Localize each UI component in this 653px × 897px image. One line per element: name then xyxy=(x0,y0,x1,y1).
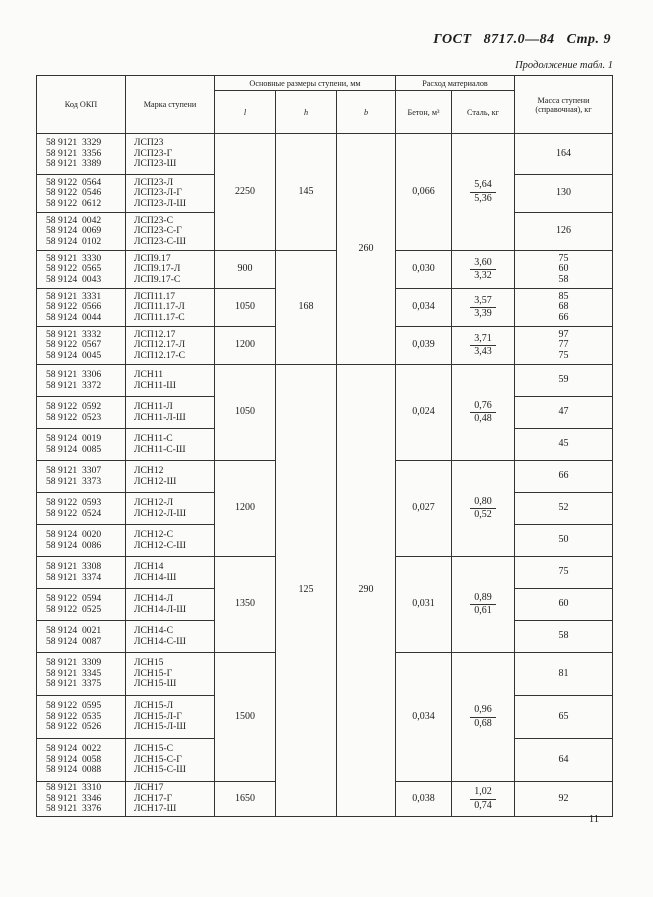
concrete-volume: 0,024 xyxy=(396,365,452,461)
height-h: 168 xyxy=(276,251,337,365)
step-marks: ЛСН17 ЛСН17-Г ЛСН17-Ш xyxy=(126,782,215,817)
col-concrete-header: Бетон, м³ xyxy=(396,91,452,134)
length-l: 1050 xyxy=(215,365,276,461)
okp-codes: 58 9124 0022 58 9124 0058 58 9124 0088 xyxy=(37,739,126,782)
step-marks: ЛСН15-С ЛСН15-С-Г ЛСН15-С-Ш xyxy=(126,739,215,782)
col-mark-header: Марка ступени xyxy=(126,76,215,134)
step-mass: 47 xyxy=(515,397,613,429)
width-b: 260 xyxy=(337,134,396,365)
steel-mass xyxy=(452,289,515,327)
okp-codes: 58 9121 3330 58 9122 0565 58 9124 0043 xyxy=(37,251,126,289)
step-mass: 92 xyxy=(515,782,613,817)
concrete-volume: 0,031 xyxy=(396,557,452,653)
step-marks: ЛСН11 ЛСН11-Ш xyxy=(126,365,215,397)
okp-codes: 58 9121 3307 58 9121 3373 xyxy=(37,461,126,493)
step-marks: ЛСН14 ЛСН14-Ш xyxy=(126,557,215,589)
step-marks: ЛСН14-Л ЛСН14-Л-Ш xyxy=(126,589,215,621)
steel-numerator: 0,96 xyxy=(470,705,496,718)
steel-numerator: 3,60 xyxy=(470,258,496,271)
step-mass: 58 xyxy=(515,621,613,653)
steel-denominator: 3,43 xyxy=(474,346,492,357)
step-marks: ЛСН15 ЛСН15-Г ЛСН15-Ш xyxy=(126,653,215,696)
step-marks: ЛСН12-С ЛСН12-С-Ш xyxy=(126,525,215,557)
concrete-volume: 0,030 xyxy=(396,251,452,289)
col-steel-header: Сталь, кг xyxy=(452,91,515,134)
page-number: 11 xyxy=(588,814,599,825)
col-l-header: l xyxy=(215,91,276,134)
steel-fraction xyxy=(470,258,496,282)
step-mass: 85 68 66 xyxy=(515,289,613,327)
steel-fraction xyxy=(470,401,496,425)
continuation-note: Продолжение табл. 1 xyxy=(515,60,613,71)
okp-codes: 58 9124 0019 58 9124 0085 xyxy=(37,429,126,461)
steel-fraction xyxy=(470,334,496,358)
step-mass: 75 60 58 xyxy=(515,251,613,289)
steel-mass xyxy=(452,134,515,251)
steel-numerator: 3,71 xyxy=(470,334,496,347)
steel-mass xyxy=(452,782,515,817)
concrete-volume: 0,039 xyxy=(396,327,452,365)
steel-denominator: 0,74 xyxy=(474,799,492,811)
length-l: 1350 xyxy=(215,557,276,653)
okp-codes: 58 9121 3329 58 9121 3356 58 9121 3389 xyxy=(37,134,126,175)
steel-mass xyxy=(452,365,515,461)
steel-mass xyxy=(452,653,515,782)
step-marks: ЛСН11-Л ЛСН11-Л-Ш xyxy=(126,397,215,429)
steel-numerator: 0,89 xyxy=(470,593,496,606)
step-mass: 164 xyxy=(515,134,613,175)
steel-numerator: 0,80 xyxy=(470,497,496,510)
okp-codes: 58 9121 3308 58 9121 3374 xyxy=(37,557,126,589)
concrete-volume: 0,034 xyxy=(396,289,452,327)
steel-fraction xyxy=(470,296,496,320)
steel-mass xyxy=(452,251,515,289)
steel-numerator: 1,02 xyxy=(470,787,496,800)
steel-denominator: 3,39 xyxy=(474,308,492,319)
concrete-volume: 0,027 xyxy=(396,461,452,557)
length-l: 1650 xyxy=(215,782,276,817)
table-row xyxy=(37,365,613,397)
step-mass: 97 77 75 xyxy=(515,327,613,365)
okp-codes: 58 9124 0020 58 9124 0086 xyxy=(37,525,126,557)
col-material-header: Расход материалов xyxy=(396,76,515,91)
steel-fraction xyxy=(470,705,496,729)
col-mass-header: Масса ступени (справочная), кг xyxy=(515,76,613,134)
steel-denominator: 0,68 xyxy=(474,717,492,729)
steel-numerator: 5,64 xyxy=(470,180,496,193)
standard-label: ГОСТ xyxy=(433,32,472,47)
okp-codes: 58 9121 3310 58 9121 3346 58 9121 3376 xyxy=(37,782,126,817)
standard-number: 8717.0—84 xyxy=(483,32,555,47)
steel-denominator: 5,36 xyxy=(474,192,492,204)
step-marks: ЛСП9.17 ЛСП9.17-Л ЛСП9.17-С xyxy=(126,251,215,289)
step-marks: ЛСН14-С ЛСН14-С-Ш xyxy=(126,621,215,653)
width-b: 290 xyxy=(337,365,396,817)
step-mass: 126 xyxy=(515,213,613,251)
okp-codes: 58 9121 3332 58 9122 0567 58 9124 0045 xyxy=(37,327,126,365)
length-l: 1050 xyxy=(215,289,276,327)
step-marks: ЛСП23 ЛСП23-Г ЛСП23-Ш xyxy=(126,134,215,175)
steel-mass xyxy=(452,327,515,365)
height-h: 145 xyxy=(276,134,337,251)
step-mass: 130 xyxy=(515,175,613,213)
step-mass: 66 xyxy=(515,461,613,493)
step-marks: ЛСН15-Л ЛСН15-Л-Г ЛСН15-Л-Ш xyxy=(126,696,215,739)
steel-fraction xyxy=(470,180,496,204)
concrete-volume: 0,038 xyxy=(396,782,452,817)
step-mass: 52 xyxy=(515,493,613,525)
concrete-volume: 0,034 xyxy=(396,653,452,782)
steel-fraction xyxy=(470,787,496,811)
step-marks: ЛСП23-С ЛСП23-С-Г ЛСП23-С-Ш xyxy=(126,213,215,251)
step-mass: 45 xyxy=(515,429,613,461)
page-label: Стр. 9 xyxy=(566,32,611,47)
step-mass: 81 xyxy=(515,653,613,696)
step-marks: ЛСП23-Л ЛСП23-Л-Г ЛСП23-Л-Ш xyxy=(126,175,215,213)
length-l: 900 xyxy=(215,251,276,289)
length-l: 2250 xyxy=(215,134,276,251)
okp-codes: 58 9121 3306 58 9121 3372 xyxy=(37,365,126,397)
steel-mass xyxy=(452,557,515,653)
table-row xyxy=(37,251,613,289)
step-marks: ЛСП11.17 ЛСП11.17-Л ЛСП11.17-С xyxy=(126,289,215,327)
page-header xyxy=(425,32,611,48)
steel-numerator: 3,57 xyxy=(470,296,496,309)
step-mass: 65 xyxy=(515,696,613,739)
okp-codes: 58 9122 0595 58 9122 0535 58 9122 0526 xyxy=(37,696,126,739)
step-marks: ЛСН12 ЛСН12-Ш xyxy=(126,461,215,493)
height-h: 125 xyxy=(276,365,337,817)
table-row xyxy=(37,134,613,175)
step-mass: 64 xyxy=(515,739,613,782)
steel-numerator: 0,76 xyxy=(470,401,496,414)
okp-codes: 58 9124 0021 58 9124 0087 xyxy=(37,621,126,653)
steel-mass xyxy=(452,461,515,557)
okp-codes: 58 9121 3309 58 9121 3345 58 9121 3375 xyxy=(37,653,126,696)
concrete-volume: 0,066 xyxy=(396,134,452,251)
col-h-header: h xyxy=(276,91,337,134)
col-dims-header: Основные размеры ступени, мм xyxy=(215,76,396,91)
length-l: 1500 xyxy=(215,653,276,782)
okp-codes: 58 9122 0592 58 9122 0523 xyxy=(37,397,126,429)
step-marks: ЛСП12.17 ЛСП12.17-Л ЛСП12.17-С xyxy=(126,327,215,365)
steel-denominator: 0,52 xyxy=(474,509,492,520)
step-marks: ЛСН12-Л ЛСН12-Л-Ш xyxy=(126,493,215,525)
steel-fraction xyxy=(470,593,496,617)
length-l: 1200 xyxy=(215,461,276,557)
okp-codes: 58 9122 0594 58 9122 0525 xyxy=(37,589,126,621)
col-b-header: b xyxy=(337,91,396,134)
okp-codes: 58 9121 3331 58 9122 0566 58 9124 0044 xyxy=(37,289,126,327)
length-l: 1200 xyxy=(215,327,276,365)
steps-table xyxy=(36,75,613,817)
steel-fraction xyxy=(470,497,496,521)
step-mass: 50 xyxy=(515,525,613,557)
step-mass: 59 xyxy=(515,365,613,397)
step-mass: 75 xyxy=(515,557,613,589)
step-mass: 60 xyxy=(515,589,613,621)
steel-denominator: 3,32 xyxy=(474,270,492,281)
okp-codes: 58 9122 0593 58 9122 0524 xyxy=(37,493,126,525)
col-code-header: Код ОКП xyxy=(37,76,126,134)
okp-codes: 58 9124 0042 58 9124 0069 58 9124 0102 xyxy=(37,213,126,251)
steel-denominator: 0,48 xyxy=(474,413,492,424)
step-marks: ЛСН11-С ЛСН11-С-Ш xyxy=(126,429,215,461)
steel-denominator: 0,61 xyxy=(474,605,492,616)
okp-codes: 58 9122 0564 58 9122 0546 58 9122 0612 xyxy=(37,175,126,213)
